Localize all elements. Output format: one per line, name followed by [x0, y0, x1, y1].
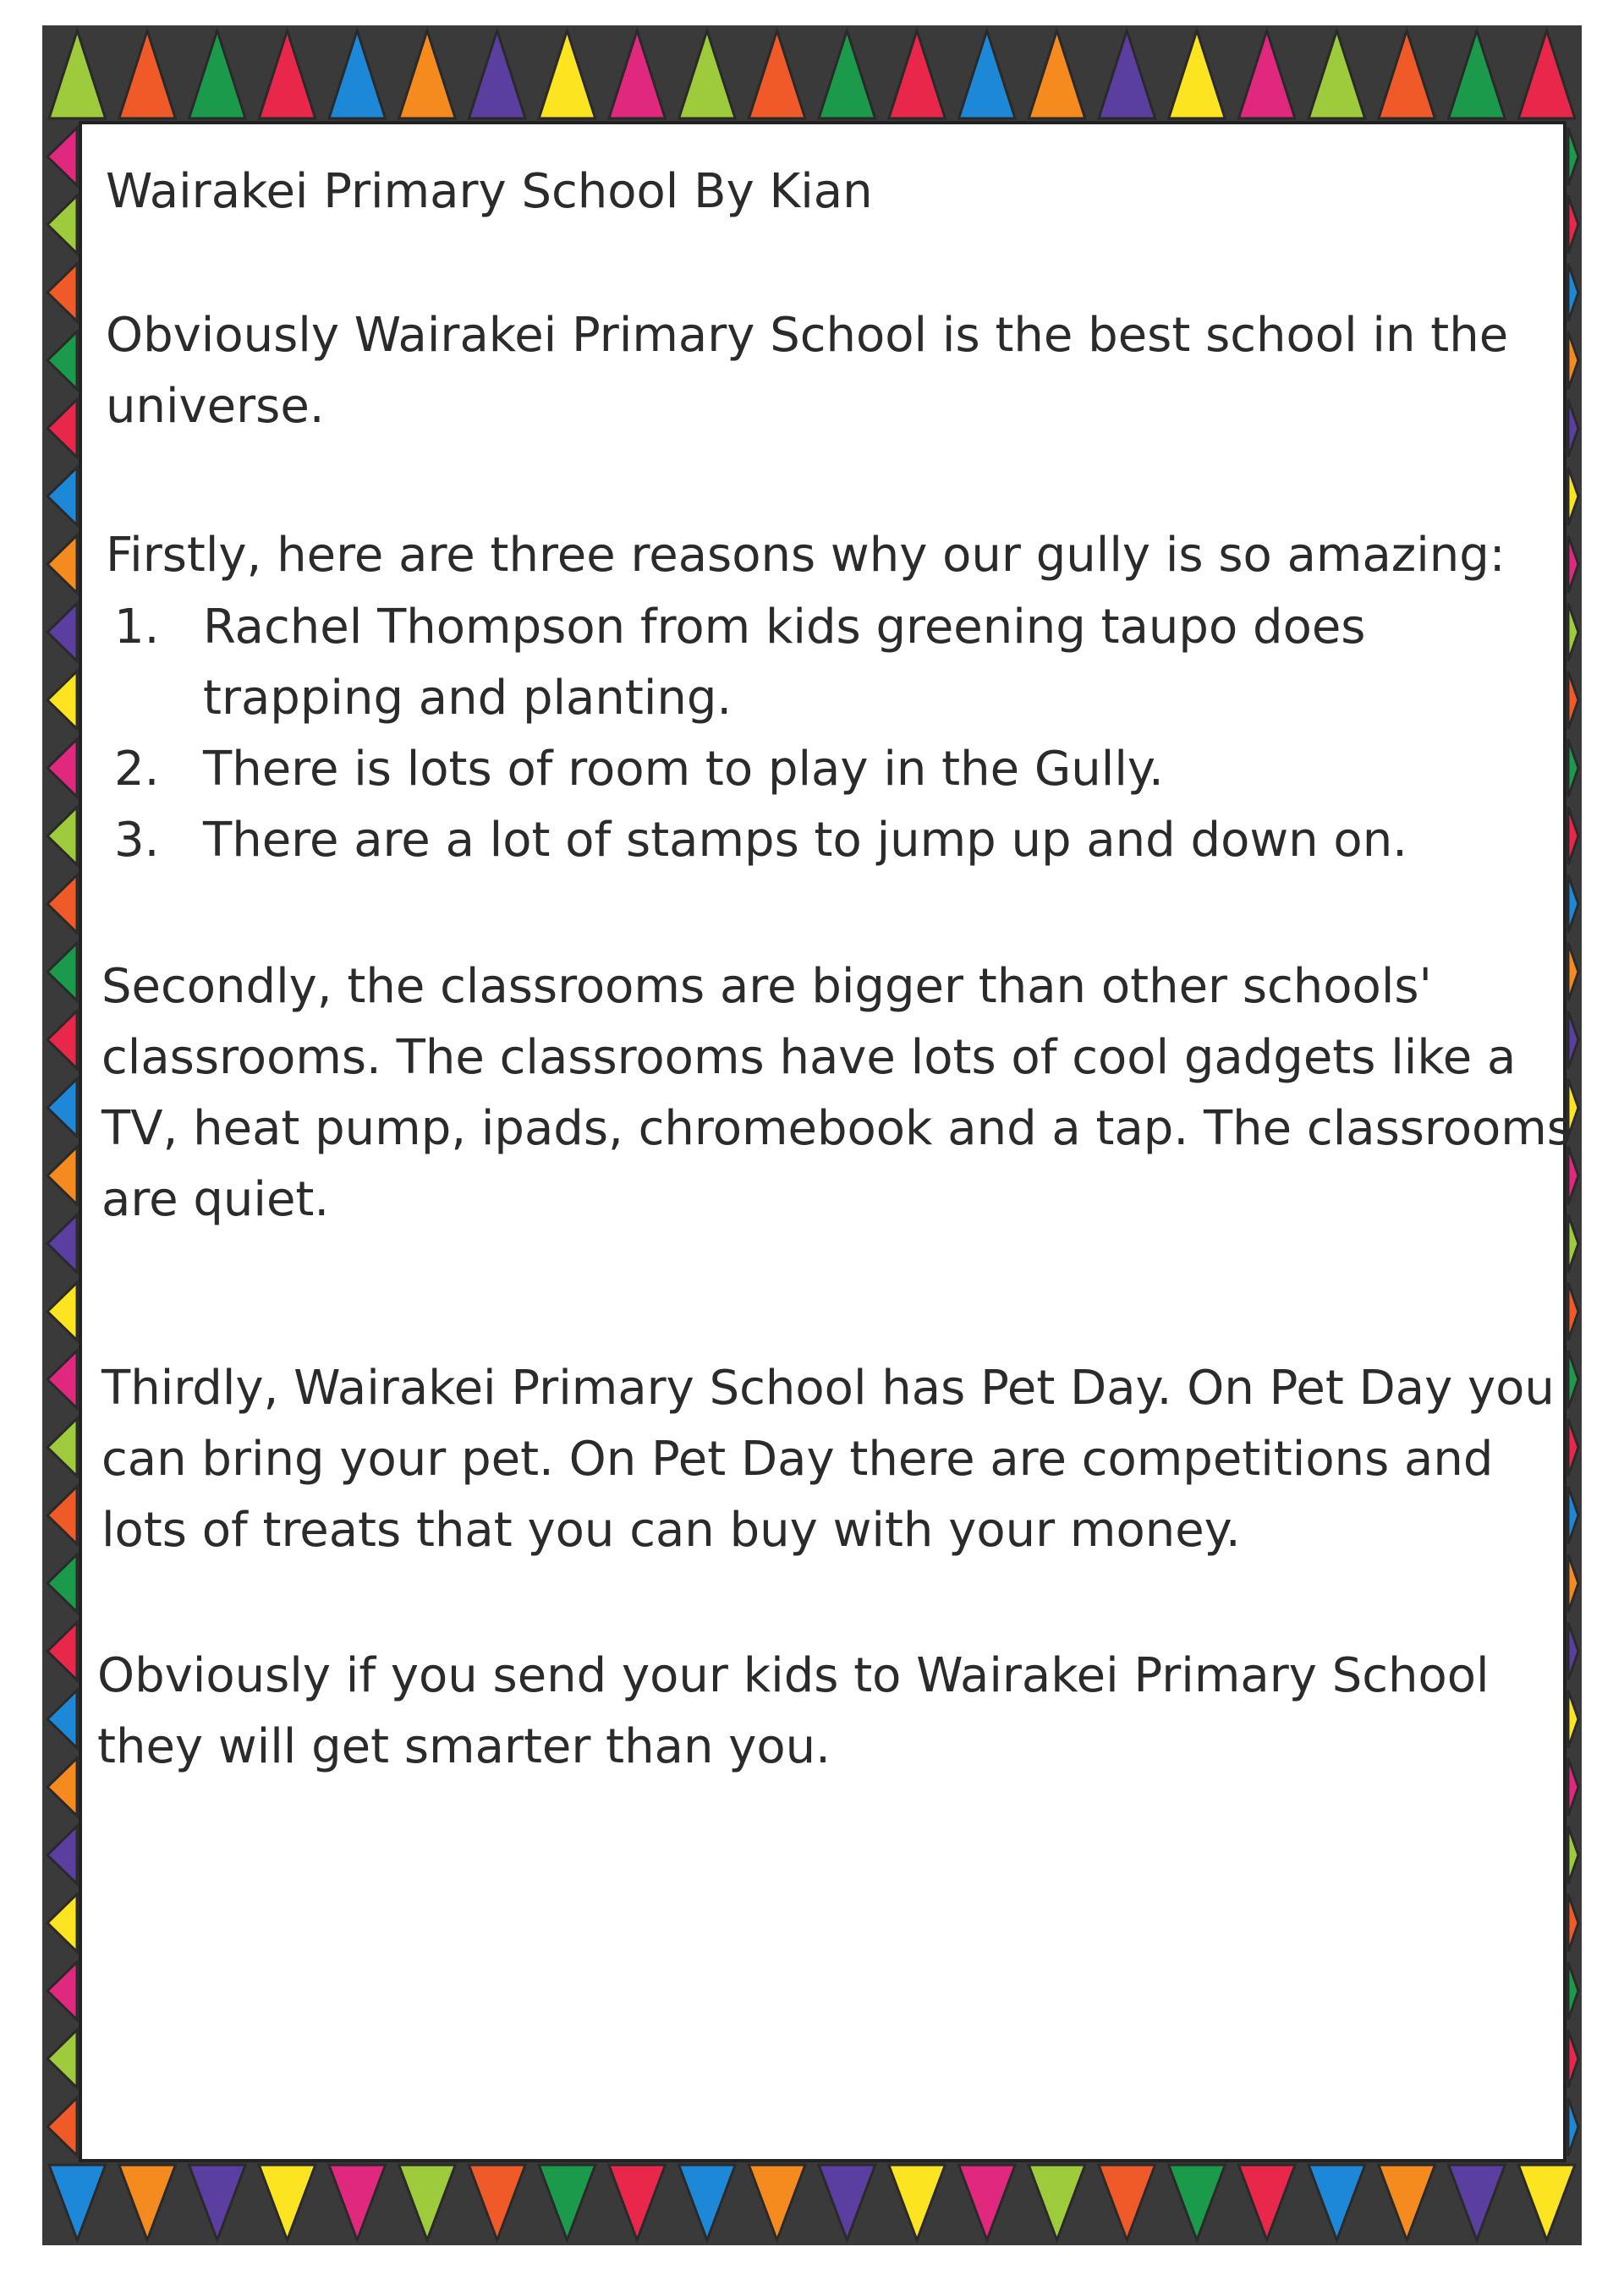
essay-content [76, 123, 1572, 2152]
list-item [106, 592, 1438, 734]
list-item [106, 805, 1561, 876]
list-text: There is lots of room to play in the Gully. [203, 742, 1164, 797]
conclusion-paragraph: Obviously if you send your kids to Wairakei Primary School they will get smarter than you. [97, 1648, 1490, 1774]
intro-paragraph: Obviously Wairakei Primary School is the best school in the universe. [106, 308, 1509, 434]
list-number: 2. [114, 742, 160, 797]
list-number: 3. [114, 813, 160, 868]
list-item [106, 734, 1561, 805]
firstly-lead: Firstly, here are three reasons why our gully is so amazing: [106, 528, 1506, 583]
list-number: 1. [114, 600, 160, 655]
list-text: There are a lot of stamps to jump up and down on. [203, 813, 1407, 868]
essay-title: Wairakei Primary School By Kian [106, 164, 873, 219]
thirdly-paragraph: Thirdly, Wairakei Primary School has Pet Day. On Pet Day you can bring your pet. On Pet Day there are competitions and lots of treats that you can buy with your money. [102, 1361, 1555, 1558]
secondly-paragraph: Secondly, the classrooms are bigger than other schools' classrooms. The classrooms have lots of cool gadgets like a TV, heat pump, ipads, chromebook and a tap. The classrooms are quiet. [102, 959, 1572, 1227]
list-text: Rachel Thompson from kids greening taupo does trapping and planting. [203, 600, 1366, 726]
reasons-list [106, 592, 1561, 876]
